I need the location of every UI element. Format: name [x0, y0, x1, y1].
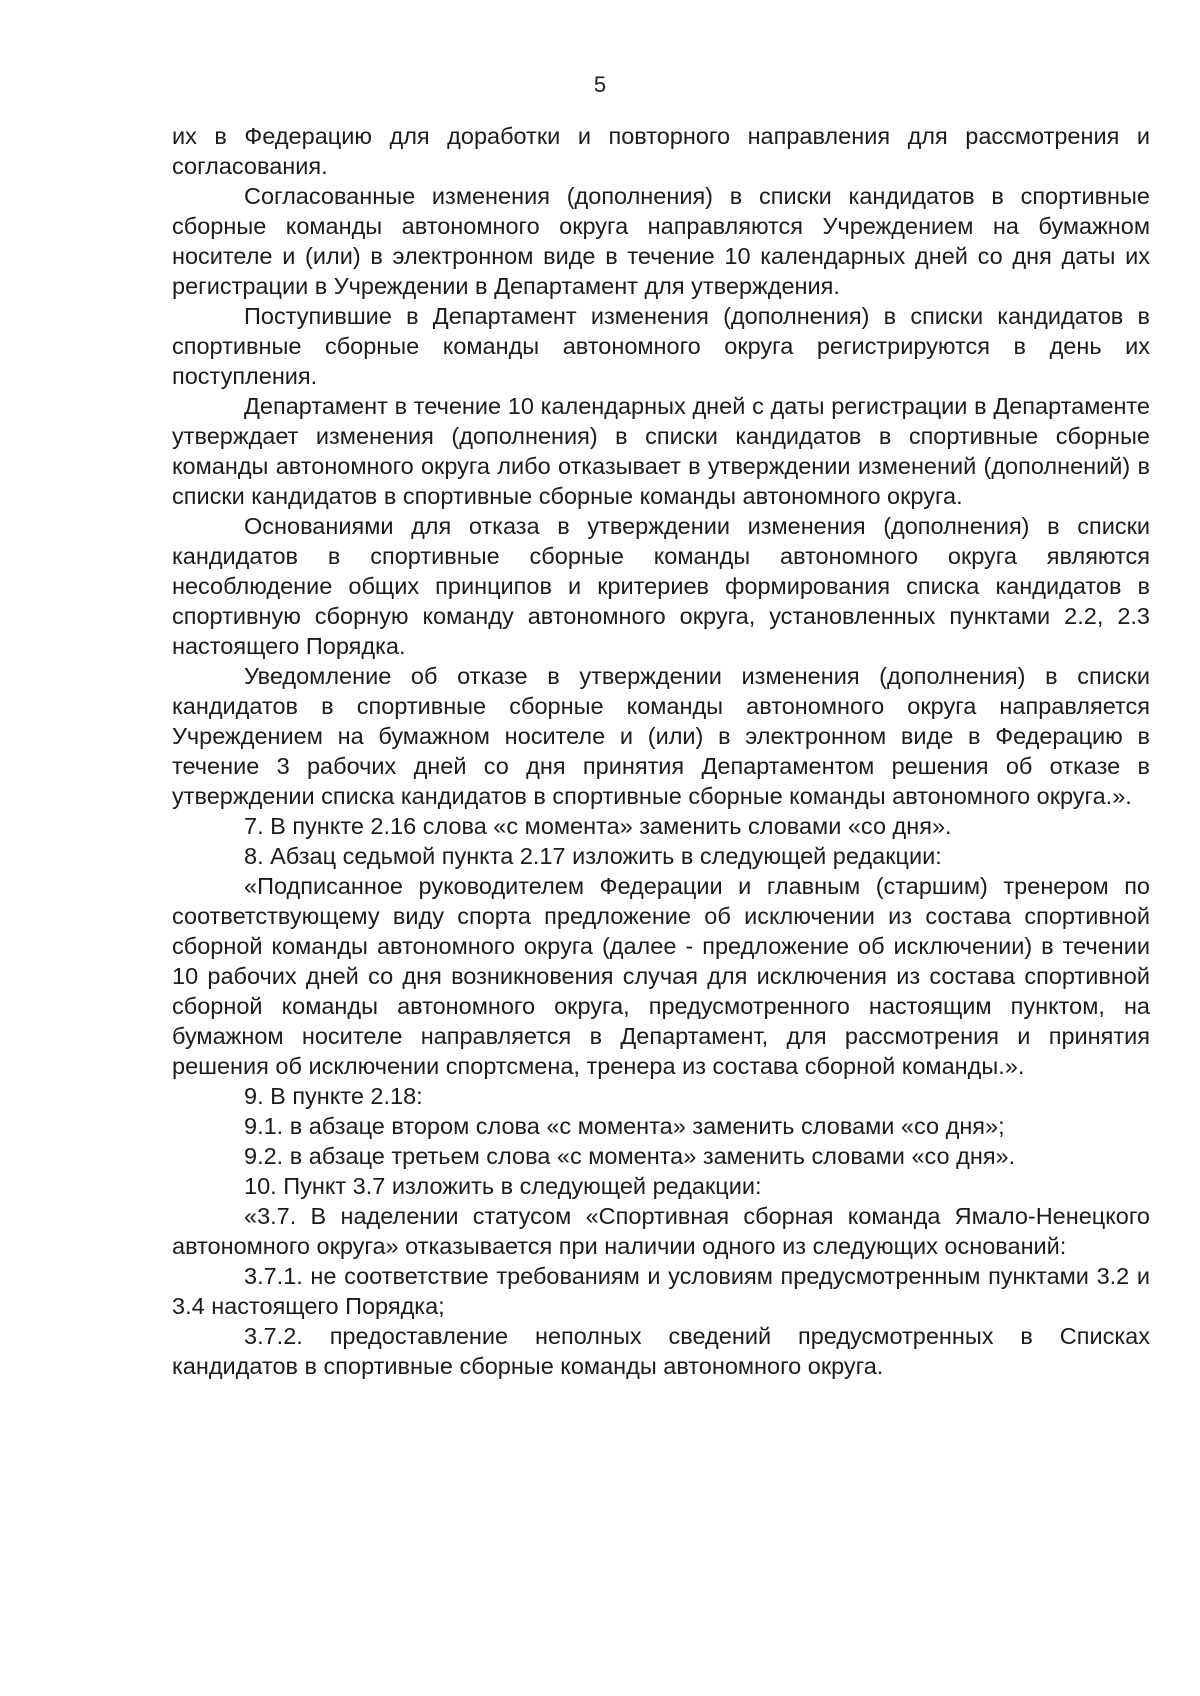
paragraph-continuation: их в Федерацию для доработки и повторного направления для рассмотрения и согласования.	[172, 123, 1150, 179]
paragraph-item-8: 8. Абзац седьмой пункта 2.17 изложить в следующей редакции:	[244, 843, 942, 869]
paragraph-item-9-1: 9.1. в абзаце втором слова «с момента» заменить словами «со дня»;	[244, 1113, 1005, 1139]
paragraph-department-approval: Департамент в течение 10 календарных дней с даты регистрации в Департаменте утверждает изменения (дополнения) в списки кандидатов в спортивные сборные команды автономного округа либо отказывает в утверждении изменений (дополнений) в списки кандидатов в спортивные сборные команды автономного округа.	[172, 393, 1150, 509]
paragraph-approved-changes: Согласованные изменения (дополнения) в списки кандидатов в спортивные сборные команды автономного округа направляются Учреждением на бумажном носителе и (или) в электронном виде в течение 10 календарных дней со дня даты их регистрации в Учреждении в Департамент для утверждения.	[172, 183, 1150, 299]
paragraph-received-changes: Поступившие в Департамент изменения (дополнения) в списки кандидатов в спортивные сборные команды автономного округа регистрируются в день их поступления.	[172, 303, 1150, 389]
paragraph-item-9-2: 9.2. в абзаце третьем слова «с момента» заменить словами «со дня».	[244, 1143, 1016, 1169]
paragraph-item-3-7: «3.7. В наделении статусом «Спортивная сборная команда Ямало-Ненецкого автономного округа» отказывается при наличии одного из следующих оснований:	[172, 1203, 1150, 1259]
paragraph-refusal-notice: Уведомление об отказе в утверждении изменения (дополнения) в списки кандидатов в спортивные сборные команды автономного округа направляется Учреждением на бумажном носителе и (или) в электронном виде в Федерацию в течение 3 рабочих дней со дня принятия Департаментом решения об отказе в утверждении списка кандидатов в спортивные сборные команды автономного округа.».	[172, 663, 1150, 809]
paragraph-refusal-grounds: Основаниями для отказа в утверждении изменения (дополнения) в списки кандидатов в спортивные сборные команды автономного округа являются несоблюдение общих принципов и критериев формирования списка кандидатов в спортивную сборную команду автономного округа, установленных пунктами 2.2, 2.3 настоящего Порядка.	[172, 513, 1150, 659]
paragraph-item-10: 10. Пункт 3.7 изложить в следующей редакции:	[244, 1173, 762, 1199]
paragraph-item-8-text: «Подписанное руководителем Федерации и главным (старшим) тренером по соответствующему виду спорта предложение об исключении из состава спортивной сборной команды автономного округа (далее - предложение об исключении) в течении 10 рабочих дней со дня возникновения случая для исключения из состава спортивной сборной команды автономного округа, предусмотренного настоящим пунктом, на бумажном носителе направляется в Департамент, для рассмотрения и принятия решения об исключении спортсмена, тренера из состава сборной команды.».	[172, 873, 1150, 1079]
document-body	[172, 121, 1150, 1381]
paragraph-item-3-7-1: 3.7.1. не соответствие требованиям и условиям предусмотренным пунктами 3.2 и 3.4 настоящего Порядка;	[172, 1263, 1150, 1319]
paragraph-item-3-7-2: 3.7.2. предоставление неполных сведений предусмотренных в Списках кандидатов в спортивные сборные команды автономного округа.	[172, 1323, 1150, 1379]
page-number: 5	[593, 72, 607, 97]
paragraph-item-9: 9. В пункте 2.18:	[244, 1083, 423, 1109]
paragraph-item-7: 7. В пункте 2.16 слова «с момента» заменить словами «со дня».	[244, 813, 952, 839]
